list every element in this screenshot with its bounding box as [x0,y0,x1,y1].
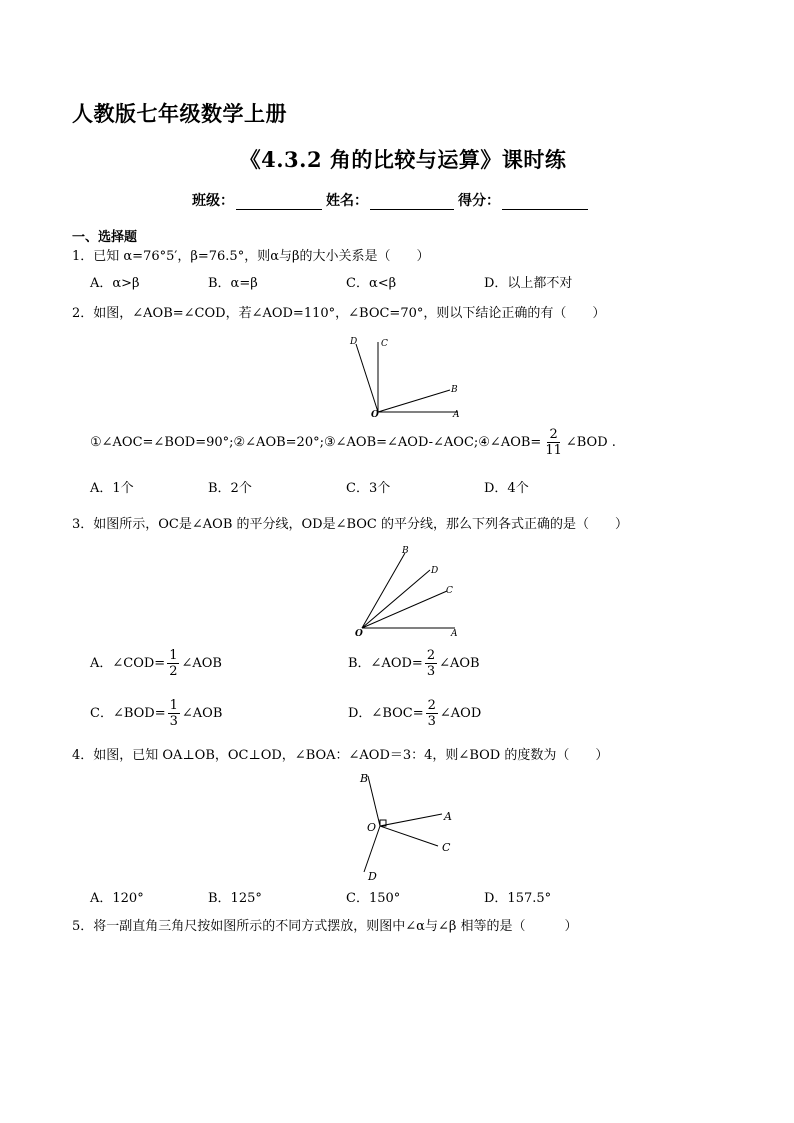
q3-c-prefix: C．∠BOD= [90,705,166,721]
q4-option-b[interactable]: B．125° [208,891,262,906]
q1-option-c[interactable]: C．α<β [346,276,397,291]
q1-option-d[interactable]: D．以上都不对 [484,276,573,291]
q2-option-c[interactable]: C．3个 [346,481,391,496]
q1-option-a[interactable]: A．α>β [90,276,140,291]
q1-option-b[interactable]: B．α=β [208,276,258,291]
q2-frac-num: 2 [549,427,558,442]
q2-label-a: A [453,410,460,420]
q3-c-suffix: ∠AOB [181,705,223,721]
q3-option-b[interactable] [348,648,480,679]
q3-b-prefix: B．∠AOD= [348,655,423,671]
q2-fraction [543,427,564,458]
q3-c-fraction [168,698,180,729]
q3-label-a: A [451,629,458,639]
q4-label-o: O [367,821,377,834]
q4-label-c: C [442,841,451,854]
q3-a-prefix: A．∠COD= [90,655,166,671]
q3-option-a[interactable] [90,648,222,679]
q3-a-num: 1 [169,648,178,663]
q4-option-c[interactable]: C．150° [346,891,401,906]
q2-label-b: B [451,385,458,395]
q3-label-b: B [402,546,409,556]
q2-statements [90,427,616,458]
section-title: 一、选择题 [72,230,138,245]
q3-d-prefix: D．∠BOC= [348,705,424,721]
q2-angle-figure [340,330,470,425]
class-label: 班级： [192,193,234,209]
q3-b-den: 3 [426,664,436,679]
question-1-text: 1．已知 α=76°5′，β=76.5°，则α与β的大小关系是（ ） [72,249,430,264]
q3-c-num: 1 [169,698,178,713]
q2-option-d[interactable]: D．4个 [484,481,529,496]
q3-a-den: 2 [169,664,178,679]
q2-option-b[interactable]: B．2个 [208,481,252,496]
question-4-text: 4．如图，已知 OA⊥OB，OC⊥OD，∠BOA：∠AOD＝3：4，则∠BOD 的度数为（ ） [72,748,609,763]
page-title: 《4.3.2 角的比较与运算》课时练 [239,147,567,172]
q4-label-d: D [368,870,377,883]
question-2-text: 2．如图，∠AOB=∠COD，若∠AOD=110°，∠BOC=70°，则以下结论正确的有（ ） [72,306,606,321]
q3-a-suffix: ∠AOB [181,655,222,671]
q3-d-num: 2 [427,698,436,713]
q3-angle-figure [345,543,465,641]
q2-frac-den: 11 [545,443,562,458]
q3-label-o: O [355,629,363,639]
q3-c-den: 3 [169,714,178,729]
q2-label-c: C [381,339,388,349]
question-3-text: 3．如图所示，OC是∠AOB 的平分线，OD是∠BOC 的平分线，那么下列各式正确的是（ ） [72,517,629,532]
score-label: 得分： [458,193,500,209]
q3-d-suffix: ∠AOD [439,705,482,721]
q3-label-d: D [431,566,439,576]
q4-option-d[interactable]: D．157.5° [484,891,552,906]
q3-label-c: C [446,586,453,596]
publisher-heading: 人教版七年级数学上册 [72,101,287,126]
name-blank[interactable] [370,195,454,210]
q3-b-suffix: ∠AOB [439,655,480,671]
q4-angle-figure [352,768,462,883]
q2-label-d: D [350,337,358,347]
q3-d-fraction [426,698,438,729]
q2-option-a[interactable]: A．1个 [90,481,134,496]
q3-b-fraction [425,648,437,679]
student-info-row [192,190,592,210]
q2-label-o: O [371,410,379,420]
question-5-text: 5．将一副直角三角尺按如图所示的不同方式摆放，则图中∠α与∠β 相等的是（ ） [72,919,578,934]
name-label: 姓名： [326,193,368,209]
score-blank[interactable] [502,195,588,210]
q4-label-a: A [444,810,452,823]
q3-a-fraction [167,648,179,679]
q2-statement-suffix: ∠BOD . [565,434,616,450]
q4-option-a[interactable]: A．120° [90,891,144,906]
q3-option-d[interactable] [348,698,481,729]
q4-label-b: B [360,772,369,785]
q3-d-den: 3 [427,714,436,729]
q3-b-num: 2 [426,648,436,663]
q3-option-c[interactable] [90,698,222,729]
q2-statement-text: ①∠AOC=∠BOD=90°;②∠AOB=20°;③∠AOB=∠AOD-∠AOC;④∠AOB= [90,434,542,450]
class-blank[interactable] [236,195,322,210]
